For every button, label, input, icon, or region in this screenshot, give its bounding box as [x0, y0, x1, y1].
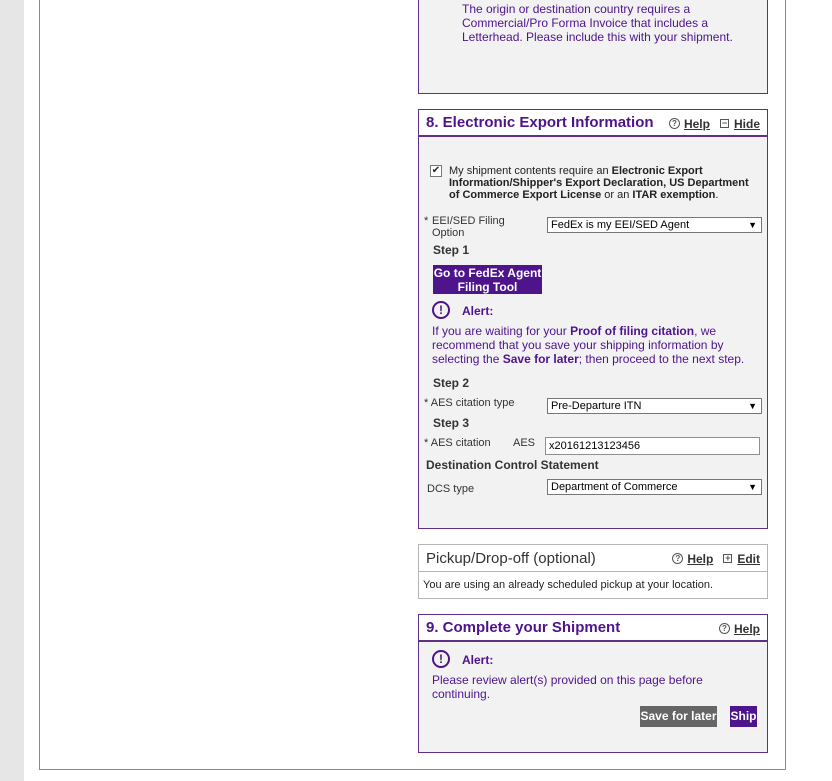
eei-checkbox-label: My shipment contents require an Electronic Export Information/Shipper's Export Declaration, US Department of Commerce Export License or an ITAR exemption.: [449, 165, 749, 201]
filing-option-select[interactable]: FedEx is my EEI/SED Agent ▼: [547, 217, 762, 233]
aes-citation-label: * AES citation: [424, 437, 491, 449]
pickup-panel: [418, 544, 768, 599]
dcs-type-select[interactable]: Department of Commerce ▼: [547, 479, 762, 495]
complete-help-link[interactable]: Help: [733, 621, 760, 636]
step1-heading: Step 1: [433, 243, 470, 257]
complete-alert-title: Alert:: [462, 653, 494, 667]
aes-citation-input[interactable]: [545, 437, 760, 455]
exclamation-circle-icon: !: [432, 650, 450, 668]
complete-alert-text: Please review alert(s) provided on this page before continuing.: [432, 673, 703, 701]
aes-type-label: * AES citation type: [424, 397, 515, 409]
eei-checkbox[interactable]: ✔: [431, 165, 441, 176]
chevron-down-icon: ▼: [748, 401, 757, 411]
invoice-notice-panel: [418, 0, 768, 94]
pickup-title: Pickup/Drop-off (optional): [426, 549, 596, 567]
step2-heading: Step 2: [433, 376, 470, 390]
pickup-edit-link[interactable]: Edit: [737, 551, 760, 566]
dcs-type-label: DCS type: [427, 483, 475, 495]
plus-square-icon: +: [725, 553, 731, 563]
eei-panel: [418, 109, 768, 529]
aes-prefix: AES: [513, 437, 536, 449]
eei-header: [419, 110, 767, 137]
aes-type-select[interactable]: Pre-Departure ITN ▼: [547, 398, 762, 414]
exclamation-circle-icon: !: [432, 301, 450, 319]
invoice-notice-text: The origin or destination country requires a Commercial/Pro Forma Invoice that includes a Letterhead. Please include this with your shipment.: [462, 2, 733, 44]
ship-button[interactable]: Ship: [730, 706, 757, 727]
eei-help-link[interactable]: Help: [683, 116, 710, 131]
complete-panel: [418, 614, 768, 753]
pickup-header: [419, 545, 767, 572]
step3-heading: Step 3: [433, 416, 470, 430]
eei-alert-text: If you are waiting for your Proof of filing citation, we recommend that you save your shipping information by selecting the Save for later; then proceed to the next step.: [432, 324, 745, 366]
filing-option-label: * EEI/SED Filing Option: [424, 215, 505, 239]
chevron-down-icon: ▼: [748, 482, 757, 492]
complete-title: 9. Complete your Shipment: [426, 619, 621, 636]
eei-hide-link[interactable]: Hide: [733, 116, 760, 131]
pickup-message: You are using an already scheduled pickup at your location.: [423, 579, 714, 591]
dcs-heading: Destination Control Statement: [426, 458, 599, 472]
pickup-help-link[interactable]: Help: [687, 551, 714, 566]
save-for-later-button[interactable]: Save for later: [640, 706, 717, 727]
eei-alert-title: Alert:: [462, 304, 494, 318]
chevron-down-icon: ▼: [748, 220, 757, 230]
minus-square-icon: −: [721, 118, 728, 128]
complete-header: [419, 615, 767, 642]
eei-title: 8. Electronic Export Information: [426, 114, 654, 131]
help-circle-icon: ?: [719, 623, 730, 634]
agent-filing-tool-button[interactable]: Go to FedEx Agent Filing Tool: [433, 266, 542, 294]
help-circle-icon: ?: [672, 553, 683, 564]
help-circle-icon: ?: [669, 118, 680, 129]
left-gutter: [0, 0, 24, 781]
